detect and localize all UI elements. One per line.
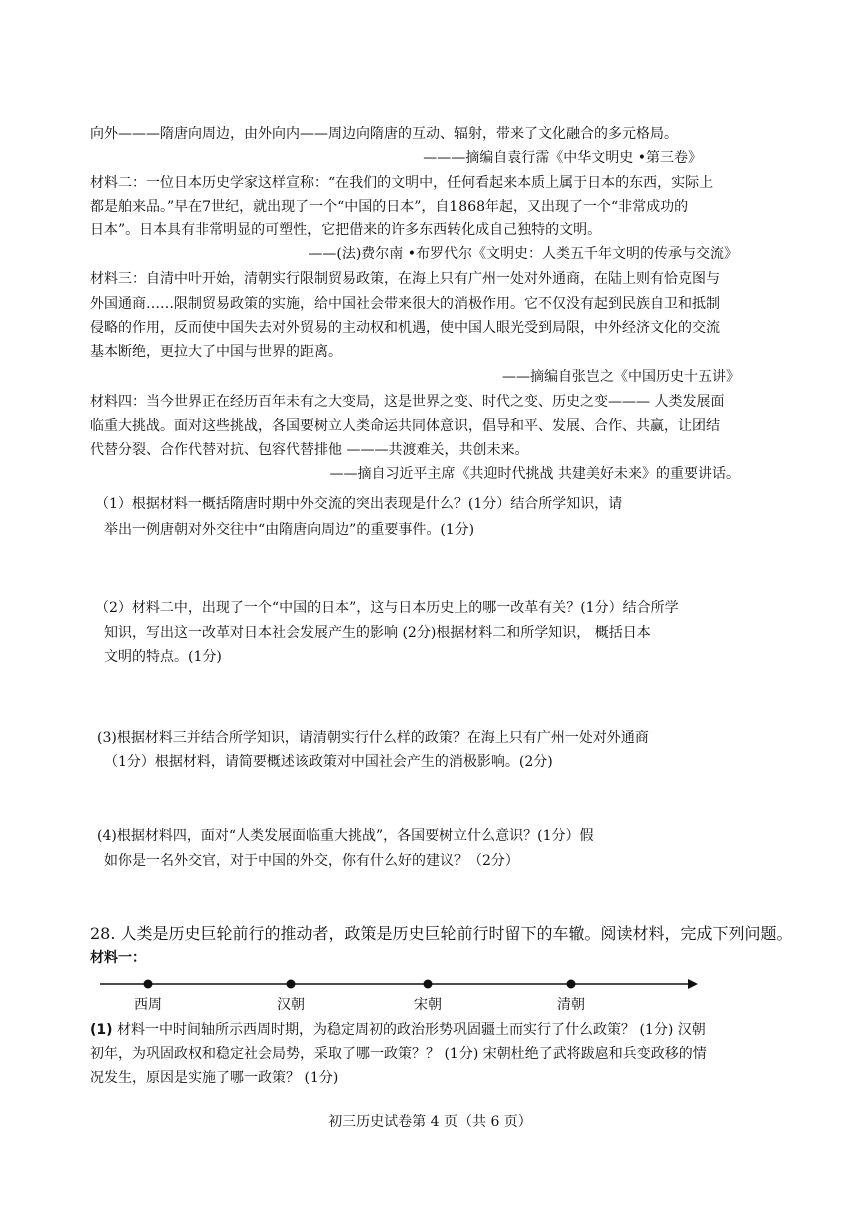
timeline <box>0 972 860 1022</box>
question-2-line-3: 文明的特点。(1分) <box>104 649 222 665</box>
question-28-1-line-3: 况发生，原因是实施了哪一政策？ (1分) <box>90 1070 339 1086</box>
timeline-label-songchao: 宋朝 <box>414 997 442 1013</box>
timeline-label-hanchao: 汉朝 <box>277 997 305 1013</box>
material4-line-1: 材料四：当今世界正在经历百年未有之大变局，这是世界之变、时代之变、历史之变——— 人类发展面 <box>90 394 725 410</box>
timeline-dot-hanchao <box>287 980 296 989</box>
material4-line-3: 代替分裂、合作代替对抗、包容代替排他 ———共渡难关，共创未来。 <box>90 442 529 458</box>
material2-line-2: 都是舶来品。”早在7世纪，就出现了一个“中国的日本”，自1868年起，又出现了一个“非常成功的 <box>90 199 689 215</box>
question-1-line-1: （1）根据材料一概括隋唐时期中外交流的突出表现是什么？(1分）结合所学知识，请 <box>95 496 623 512</box>
question-3-line-1: (3)根据材料三并结合所学知识，请清朝实行什么样的政策？在海上只有广州一处对外通商 <box>97 730 649 746</box>
source-material2: ——(法)费尔南 •布罗代尔《文明史：人类五千年文明的传承与交流》 <box>308 246 738 262</box>
question-28-1-line-2: 初年，为巩固政权和稳定社会局势，采取了哪一政策？？ (1分) 宋朝杜绝了武将跋扈和兵变政移的情 <box>90 1046 707 1062</box>
timeline-dot-xizhou <box>144 980 153 989</box>
question-28-1-text: 材料一中时间轴所示西周时期，为稳定周初的政治形势巩固疆土而实行了什么政策？ (1分) 汉朝 <box>117 1022 706 1038</box>
source-material4: ——摘自习近平主席《共迎时代挑战 共建美好未来》的重要讲话。 <box>329 466 740 482</box>
question-2-line-2: 知识，写出这一改革对日本社会发展产生的影响 (2分)根据材料二和所学知识， 概括日本 <box>104 625 651 641</box>
source-material1: ———摘编自袁行霈《中华文明史 •第三卷》 <box>423 150 702 166</box>
material3-line-2: 外国通商……限制贸易政策的实施，给中国社会带来很大的消极作用。它不仅没有起到民族自卫和抵制 <box>90 296 720 312</box>
timeline-label-qingchao: 清朝 <box>557 997 585 1013</box>
question-2-line-1: （2）材料二中，出现了一个“中国的日本”，这与日本历史上的哪一改革有关？(1分）结合所学 <box>95 600 679 616</box>
question-1-line-2: 举出一例唐朝对外交往中“由隋唐向周边”的重要事件。(1分) <box>104 522 475 538</box>
question-28-material1-label: 材料一： <box>90 950 146 966</box>
page-footer: 初三历史试卷第 4 页（共 6 页） <box>328 1114 532 1130</box>
material2-line-1: 材料二：一位日本历史学家这样宣称：“在我们的文明中，任何看起来本质上属于日本的东西，实际上 <box>90 175 714 191</box>
material3-line-1: 材料三：自清中叶开始，清朝实行限制贸易政策，在海上只有广州一处对外通商，在陆上则有恰克图与 <box>90 271 720 287</box>
material1-ending: 向外———隋唐向周边，由外向内——周边向隋唐的互动、辐射，带来了文化融合的多元格局。 <box>90 126 678 142</box>
source-material3: ——摘编自张岂之《中国历史十五讲》 <box>502 369 740 385</box>
timeline-dot-qingchao <box>567 980 576 989</box>
timeline-arrow-icon <box>688 979 698 989</box>
question-4-line-1: (4)根据材料四，面对“人类发展面临重大挑战”，各国要树立什么意识？(1分）假 <box>97 828 594 844</box>
question-28-title: 28. 人类是历史巨轮前行的推动者，政策是历史巨轮前行时留下的车辙。阅读材料，完成下列问题。 <box>90 924 793 943</box>
question-28-1-line-1 <box>90 1020 706 1040</box>
timeline-dot-songchao <box>424 980 433 989</box>
material3-line-3: 侵略的作用，反而使中国失去对外贸易的主动权和机遇，使中国人眼光受到局限，中外经济文化的交流 <box>90 320 720 336</box>
material3-line-4: 基本断绝，更拉大了中国与世界的距离。 <box>90 344 342 360</box>
question-4-line-2: 如你是一名外交官，对于中国的外交，你有什么好的建议？（2分） <box>104 853 519 869</box>
material4-line-2: 临重大挑战。面对这些挑战，各国要树立人类命运共同体意识，倡导和平、发展、合作、共赢，让团结 <box>90 418 720 434</box>
question-28-1-number: (1) <box>90 1022 113 1038</box>
timeline-label-xizhou: 西周 <box>134 997 162 1013</box>
material2-line-3: 日本”。日本具有非常明显的可塑性，它把借来的许多东西转化成自己独特的文明。 <box>90 222 602 238</box>
question-3-line-2: （1分）根据材料，请简要概述该政策对中国社会产生的消极影响。(2分) <box>104 754 553 770</box>
